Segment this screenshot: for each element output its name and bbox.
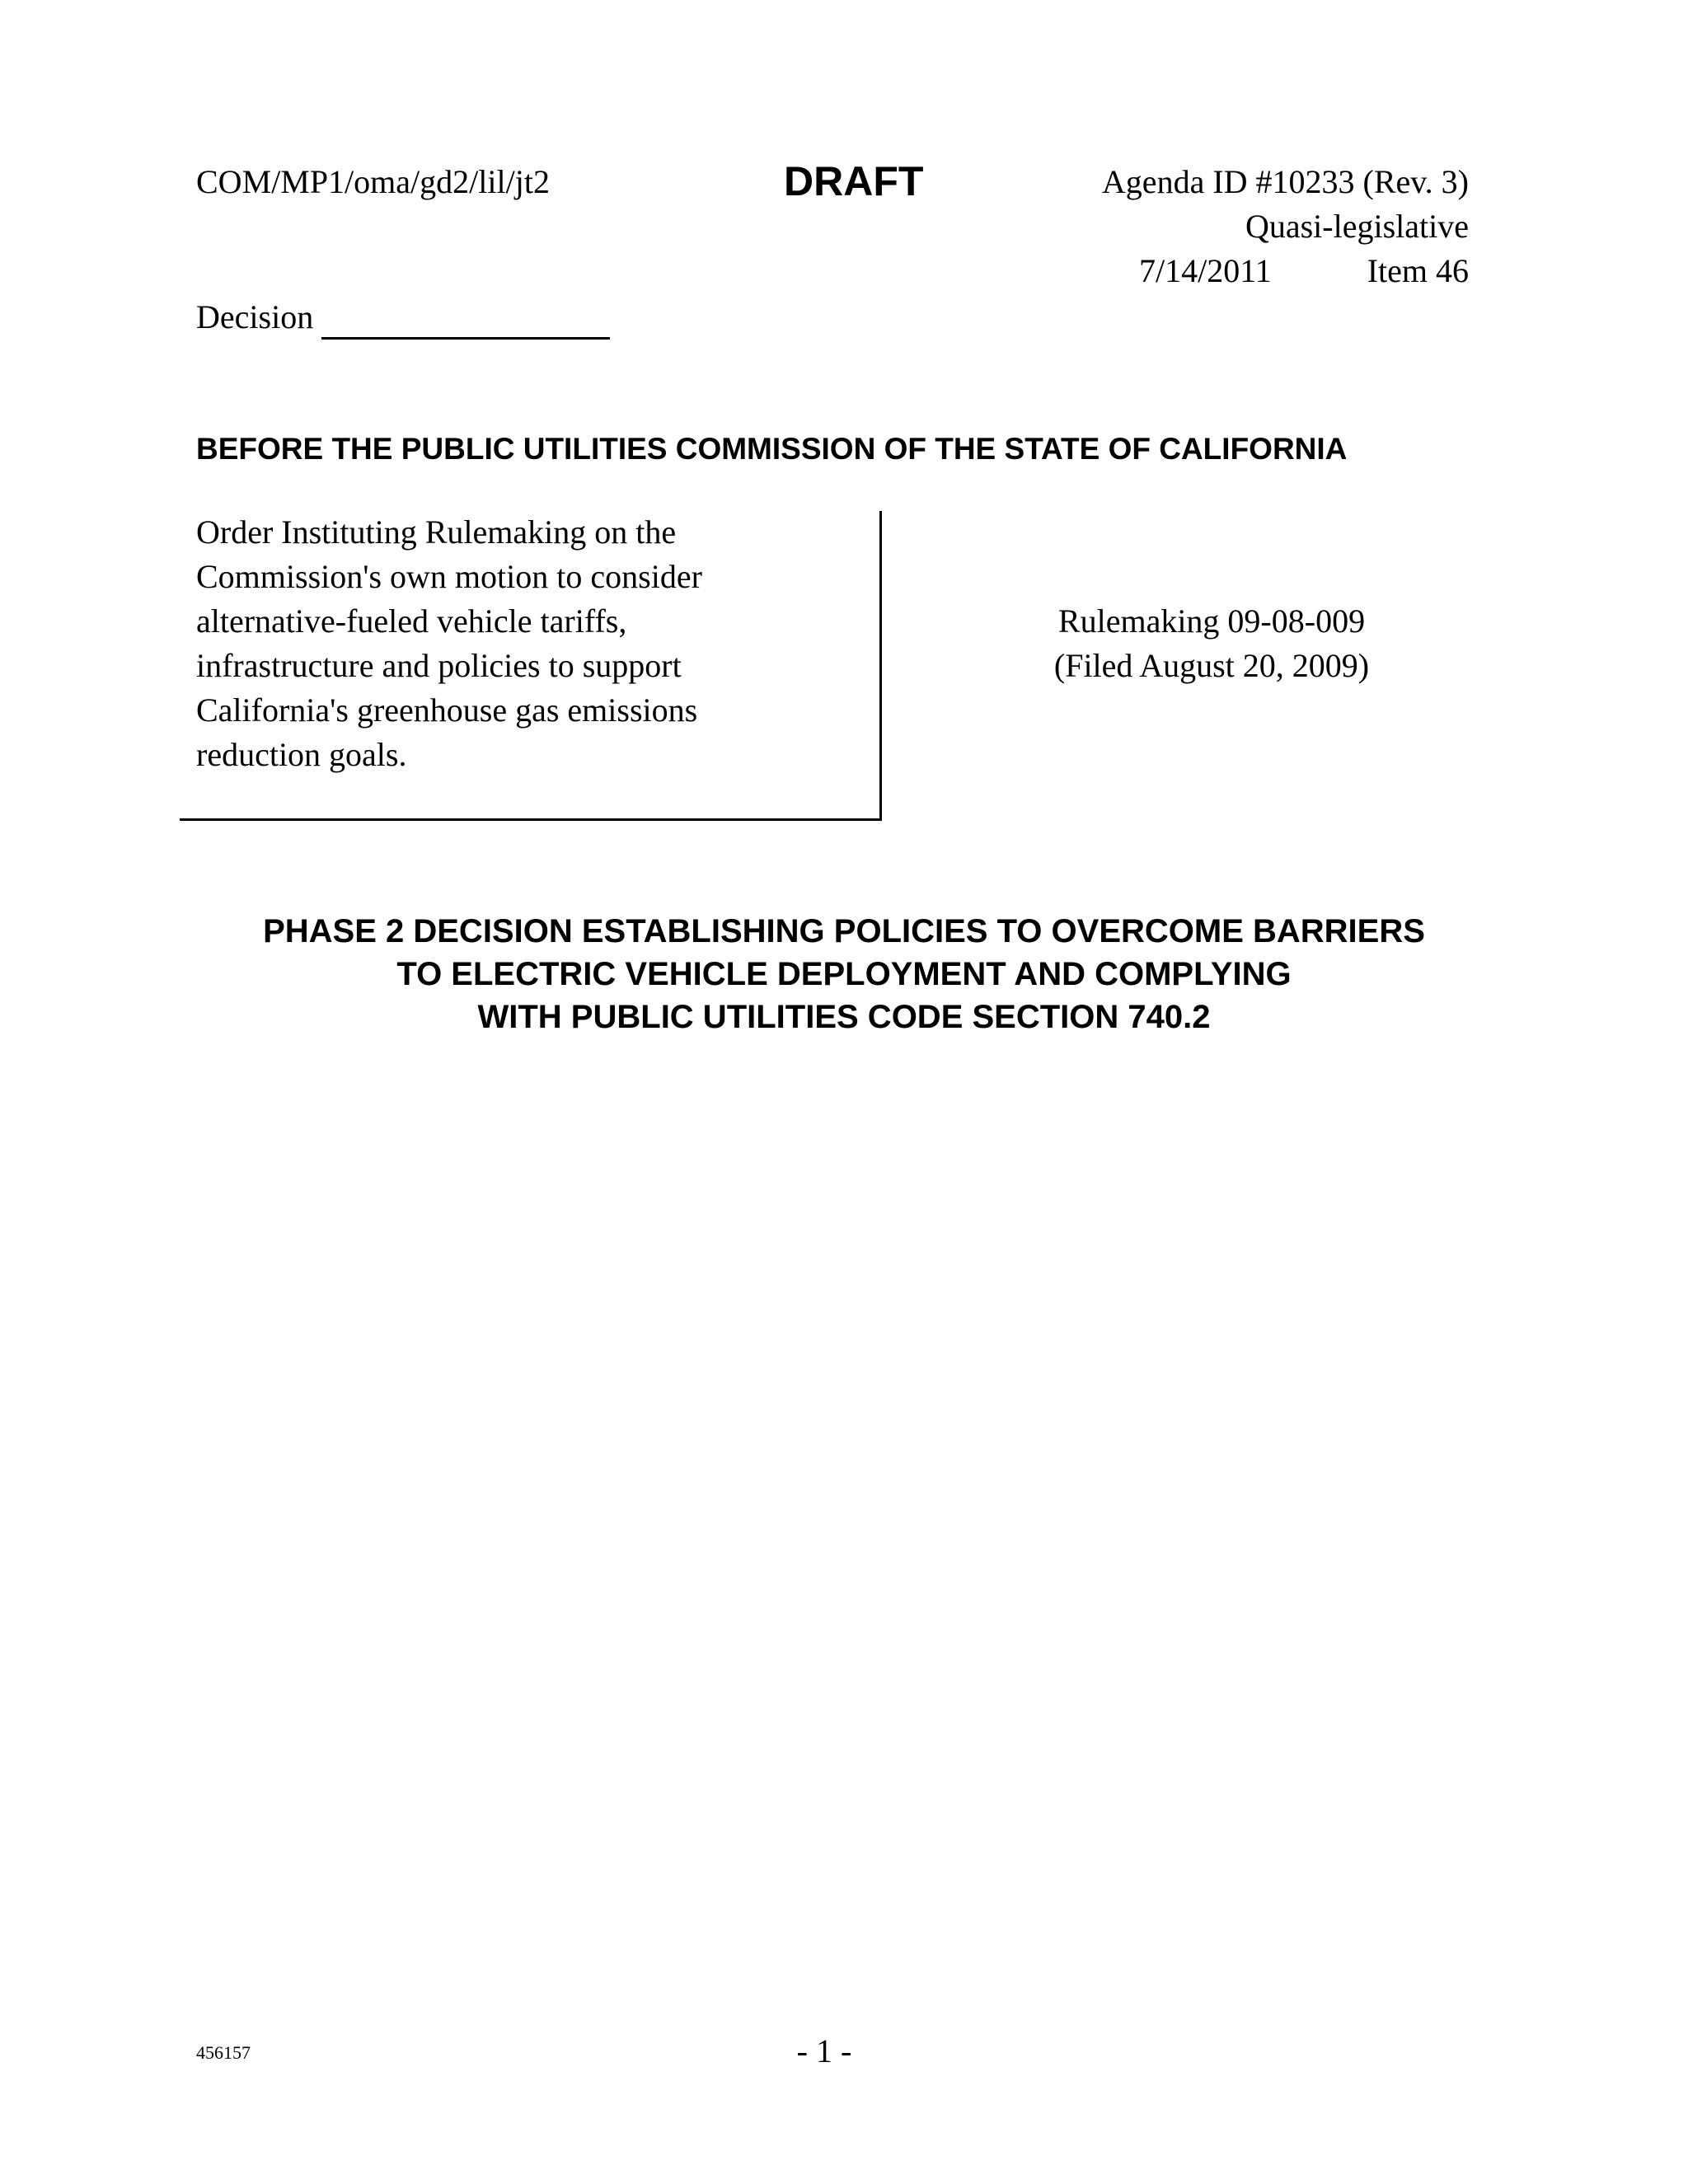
- decision-number-blank: [321, 301, 610, 340]
- document-number: 456157: [196, 2042, 251, 2063]
- agenda-date: 7/14/2011: [1139, 252, 1272, 289]
- date-item-line: [1102, 249, 1469, 293]
- caption-line: reduction goals.: [196, 736, 407, 773]
- proceeding-info: [907, 599, 1517, 688]
- caption-text: [196, 510, 856, 777]
- caption-line: infrastructure and policies to support: [196, 647, 682, 684]
- draft-mark: DRAFT: [784, 158, 924, 204]
- page-number: - 1 -: [796, 2032, 852, 2069]
- caption-line: alternative-fueled vehicle tariffs,: [196, 602, 627, 640]
- decision-line: [196, 295, 610, 340]
- caption-line: Commission's own motion to consider: [196, 558, 702, 595]
- decision-label: Decision: [196, 298, 314, 335]
- agenda-id: Agenda ID #10233 (Rev. 3): [1101, 163, 1469, 200]
- agenda-item: Item 46: [1367, 252, 1469, 289]
- filed-date: (Filed August 20, 2009): [1053, 647, 1370, 684]
- decision-title: [0, 910, 1688, 1038]
- caption-line: Order Instituting Rulemaking on the: [196, 513, 677, 551]
- rulemaking-number: Rulemaking 09-08-009: [1057, 602, 1366, 640]
- proceeding-type: Quasi-legislative: [1245, 208, 1469, 245]
- title-line: TO ELECTRIC VEHICLE DEPLOYMENT AND COMPLYING: [396, 956, 1292, 992]
- agenda-block: [1102, 160, 1469, 293]
- title-line: PHASE 2 DECISION ESTABLISHING POLICIES TO OVERCOME BARRIERS: [263, 913, 1425, 949]
- title-line: WITH PUBLIC UTILITIES CODE SECTION 740.2: [477, 999, 1211, 1035]
- document-code: COM/MP1/oma/gd2/lil/jt2: [196, 163, 550, 200]
- commission-heading: BEFORE THE PUBLIC UTILITIES COMMISSION OF THE STATE OF CALIFORNIA: [196, 432, 1348, 466]
- caption-line: California's greenhouse gas emissions: [196, 691, 698, 729]
